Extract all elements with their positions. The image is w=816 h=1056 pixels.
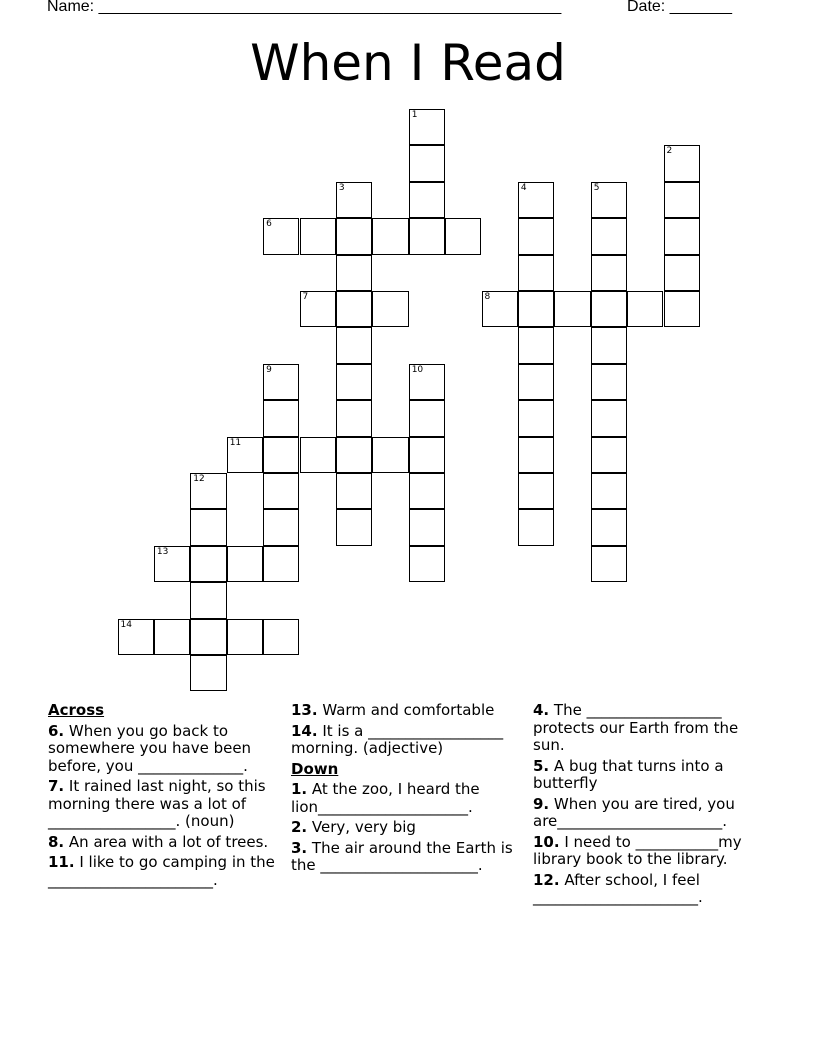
clue-column-2 <box>291 702 513 878</box>
crossword-cell[interactable] <box>372 218 408 254</box>
crossword-cell[interactable] <box>263 437 299 473</box>
crossword-cell[interactable] <box>372 291 408 327</box>
clue-text: When you go back to somewhere you have been before, you ______________. <box>48 721 252 775</box>
crossword-cell[interactable] <box>554 291 590 327</box>
crossword-cell[interactable] <box>409 364 445 400</box>
clue-down-10 <box>533 834 768 869</box>
crossword-cell[interactable] <box>409 400 445 436</box>
date-field-label: Date: _______ <box>627 0 732 15</box>
clue-across-11 <box>48 854 278 889</box>
crossword-cell[interactable] <box>118 619 154 655</box>
crossword-cell[interactable] <box>409 145 445 181</box>
clue-text: An area with a lot of trees. <box>64 832 269 851</box>
clue-number: 2. <box>291 818 308 836</box>
crossword-cell[interactable] <box>336 364 372 400</box>
clue-number: 3. <box>291 838 308 857</box>
crossword-cell[interactable] <box>591 437 627 473</box>
crossword-cell[interactable] <box>154 619 190 655</box>
crossword-cell[interactable] <box>664 291 700 327</box>
crossword-cell[interactable] <box>591 291 627 327</box>
crossword-cell[interactable] <box>372 437 408 473</box>
clue-down-3 <box>291 840 513 875</box>
clue-column-1 <box>48 702 278 892</box>
clue-text: After school, I feel ______________________. <box>533 870 703 906</box>
clue-number-label: 10 <box>411 364 424 375</box>
crossword-cell[interactable] <box>591 400 627 436</box>
clue-text: It is a __________________ morning. (adjective) <box>291 721 504 757</box>
crossword-cell[interactable] <box>336 327 372 363</box>
crossword-cell[interactable] <box>518 509 554 545</box>
crossword-cell[interactable] <box>591 327 627 363</box>
crossword-cell[interactable] <box>591 473 627 509</box>
clue-number-label: 11 <box>229 437 242 448</box>
crossword-cell[interactable] <box>664 182 700 218</box>
crossword-cell[interactable] <box>518 400 554 436</box>
clue-number: 6. <box>48 721 65 740</box>
clue-text: At the zoo, I heard the lion____________________. <box>291 780 480 816</box>
down-heading: Down <box>291 759 339 778</box>
crossword-cell[interactable] <box>263 218 299 254</box>
clue-number: 8. <box>48 832 65 851</box>
crossword-cell[interactable] <box>300 218 336 254</box>
crossword-cell[interactable] <box>409 218 445 254</box>
clue-number: 13. <box>291 701 318 719</box>
crossword-cell[interactable] <box>409 509 445 545</box>
clue-number-label: 12 <box>193 474 205 484</box>
crossword-cell[interactable] <box>591 546 627 582</box>
clue-number: 5. <box>533 756 550 775</box>
crossword-cell[interactable] <box>190 509 226 545</box>
clue-number-label: 3 <box>338 182 345 193</box>
clue-down-12 <box>533 872 768 907</box>
crossword-cell[interactable] <box>336 291 372 327</box>
crossword-cell[interactable] <box>409 109 445 145</box>
crossword-cell[interactable] <box>263 473 299 509</box>
crossword-cell[interactable] <box>591 255 627 291</box>
clue-across-8 <box>48 834 278 852</box>
name-field-label: Name: ____________________________________________________ <box>47 0 562 15</box>
clue-number: 1. <box>291 780 308 798</box>
clue-number: 4. <box>533 701 550 719</box>
clue-text: I need to ___________my library book to the library. <box>533 832 742 868</box>
crossword-cell[interactable] <box>518 182 554 218</box>
crossword-cell[interactable] <box>518 473 554 509</box>
across-heading: Across <box>48 701 105 719</box>
clue-text: Warm and comfortable <box>317 701 495 719</box>
clue-text: I like to go camping in the ______________________. <box>48 853 275 889</box>
clue-across-13 <box>291 702 513 720</box>
clue-number: 7. <box>48 777 65 795</box>
crossword-cell[interactable] <box>518 218 554 254</box>
clue-across-6 <box>48 723 278 776</box>
crossword-cell[interactable] <box>336 218 372 254</box>
clue-number-label: 2 <box>666 146 673 157</box>
clue-text: Very, very big <box>307 818 416 836</box>
crossword-cell[interactable] <box>190 473 226 509</box>
crossword-cell[interactable] <box>336 473 372 509</box>
clue-across-7 <box>48 778 278 831</box>
crossword-cell[interactable] <box>664 218 700 254</box>
clue-number-label: 13 <box>156 546 169 557</box>
crossword-cell[interactable] <box>336 400 372 436</box>
clue-number-label: 7 <box>302 292 309 302</box>
crossword-cell[interactable] <box>409 546 445 582</box>
clue-number-label: 1 <box>411 110 418 120</box>
clue-number: 11. <box>48 853 75 871</box>
crossword-cell[interactable] <box>409 437 445 473</box>
crossword-cell[interactable] <box>190 619 226 655</box>
crossword-cell[interactable] <box>445 218 481 254</box>
clue-number-label: 6 <box>266 219 272 230</box>
crossword-cell[interactable] <box>591 509 627 545</box>
crossword-cell[interactable] <box>482 291 518 327</box>
clue-text: A bug that turns into a butterfly <box>533 756 724 792</box>
clue-down-9 <box>533 796 768 831</box>
clue-text: It rained last night, so this morning there was a lot of _________________. (noun) <box>48 777 266 830</box>
clue-down-5 <box>533 758 768 793</box>
clue-number-label: 9 <box>266 364 272 375</box>
crossword-cell[interactable] <box>300 437 336 473</box>
clue-number: 10. <box>533 832 560 851</box>
crossword-cell[interactable] <box>263 364 299 400</box>
crossword-cell[interactable] <box>627 291 663 327</box>
clue-number-label: 4 <box>520 182 527 193</box>
clue-number-label: 5 <box>593 182 600 193</box>
crossword-cell[interactable] <box>263 546 299 582</box>
crossword-cell[interactable] <box>263 400 299 436</box>
crossword-cell[interactable] <box>190 582 226 618</box>
crossword-cell[interactable] <box>190 655 226 691</box>
crossword-cell[interactable] <box>300 291 336 327</box>
crossword-cell[interactable] <box>227 619 263 655</box>
crossword-cell[interactable] <box>591 364 627 400</box>
crossword-cell[interactable] <box>409 182 445 218</box>
crossword-cell[interactable] <box>591 182 627 218</box>
clue-down-1 <box>291 781 513 816</box>
crossword-cell[interactable] <box>518 437 554 473</box>
crossword-cell[interactable] <box>336 182 372 218</box>
clue-number: 9. <box>533 794 550 813</box>
crossword-cell[interactable] <box>409 473 445 509</box>
crossword-cell[interactable] <box>336 255 372 291</box>
crossword-cell[interactable] <box>518 327 554 363</box>
clue-text: The __________________ protects our Earth from the sun. <box>533 701 739 754</box>
page-title: When I Read <box>250 34 566 92</box>
crossword-cell[interactable] <box>154 546 190 582</box>
clue-down-2 <box>291 819 513 837</box>
crossword-cell[interactable] <box>591 218 627 254</box>
clue-across-14 <box>291 723 513 758</box>
clue-number-label: 14 <box>120 619 132 630</box>
crossword-cell[interactable] <box>190 546 226 582</box>
clue-text: When you are tired, you are______________________. <box>533 794 735 830</box>
clue-down-4 <box>533 702 768 755</box>
crossword-cell[interactable] <box>263 619 299 655</box>
clue-number: 14. <box>291 721 318 740</box>
clue-column-3 <box>533 702 768 910</box>
clue-number-label: 8 <box>484 292 491 302</box>
clue-text: The air around the Earth is the _____________________. <box>291 838 513 874</box>
crossword-cell[interactable] <box>263 509 299 545</box>
crossword-cell[interactable] <box>518 364 554 400</box>
crossword-cell[interactable] <box>518 255 554 291</box>
crossword-cell[interactable] <box>227 546 263 582</box>
crossword-cell[interactable] <box>336 509 372 545</box>
crossword-cell[interactable] <box>518 291 554 327</box>
crossword-cell[interactable] <box>336 437 372 473</box>
crossword-cell[interactable] <box>227 437 263 473</box>
clue-number: 12. <box>533 870 560 889</box>
crossword-cell[interactable] <box>664 145 700 181</box>
crossword-cell[interactable] <box>664 255 700 291</box>
